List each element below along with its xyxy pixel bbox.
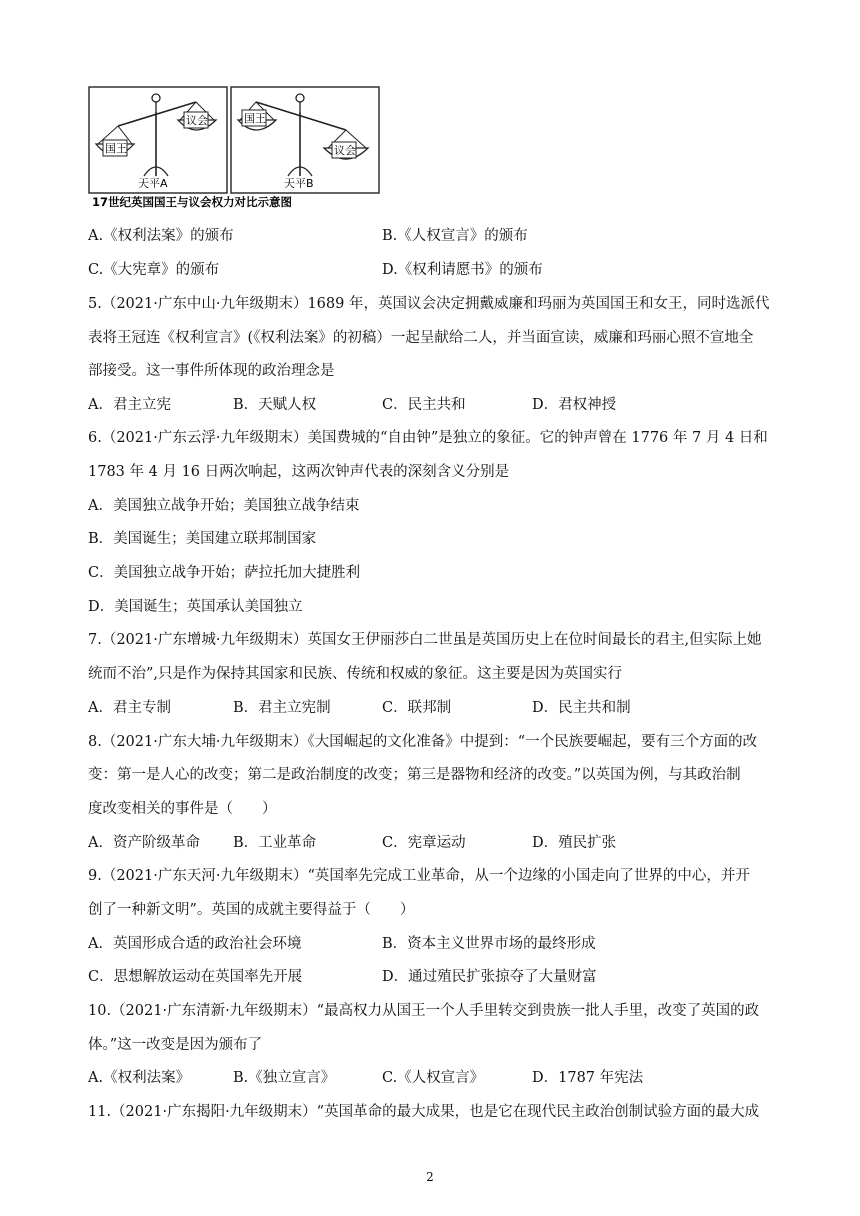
q8-option-c: C．宪章运动 (382, 835, 466, 851)
balance-scales-illustration (88, 86, 380, 210)
q6-text-line2: 1783 年 4 月 16 日两次响起，这两次钟声代表的深刻含义分别是 (88, 464, 510, 480)
q5-option-b: B．天赋人权 (233, 397, 317, 413)
page-number: 2 (426, 1170, 434, 1184)
q5-option-c: C．民主共和 (382, 397, 466, 413)
q6-text-line1: 6.（2021·广东云浮·九年级期末）美国费城的“自由钟”是独立的象征。它的钟声曾在 1776 年 7 月 4 日和 (88, 430, 768, 446)
parliament-label-b: 议会 (334, 144, 356, 157)
q6-option-a: A．美国独立战争开始；美国独立战争结束 (88, 498, 360, 514)
q5-text-line1: 5.（2021·广东中山·九年级期末）1689 年，英国议会决定拥戴威廉和玛丽为英国国王和女王，同时选派代 (88, 296, 770, 312)
q10-option-b: B.《独立宣言》 (233, 1070, 336, 1086)
q4-option-b: B.《人权宣言》的颁布 (382, 228, 528, 244)
q9-text-line2: 创了一种新文明”。英国的成就主要得益于（ ） (88, 902, 415, 918)
q9-text-line1: 9.（2021·广东天河·九年级期末）“英国率先完成工业革命，从一个边缘的小国走向了世界的中心，并开 (88, 868, 750, 884)
q5-option-a: A．君主立宪 (88, 397, 171, 413)
q8-text-line3: 度改变相关的事件是（ ） (88, 801, 277, 817)
q8-option-d: D．殖民扩张 (532, 835, 617, 851)
q9-option-c: C．思想解放运动在英国率先开展 (88, 969, 303, 985)
balance-scales-figure (88, 86, 380, 210)
king-label-b: 国王 (244, 112, 266, 125)
q6-option-d: D．美国诞生；英国承认美国独立 (88, 599, 303, 615)
q10-option-c: C.《人权宣言》 (382, 1070, 485, 1086)
q9-option-b: B．资本主义世界市场的最终形成 (382, 936, 596, 952)
q8-option-b: B．工业革命 (233, 835, 317, 851)
q4-option-a: A.《权利法案》的颁布 (88, 228, 234, 244)
q5-option-d: D．君权神授 (532, 397, 617, 413)
q7-option-b: B．君主立宪制 (233, 700, 331, 716)
q7-text-line1: 7.（2021·广东增城·九年级期末）英国女王伊丽莎白二世虽是英国历史上在位时间最长的君主,但实际上她 (88, 632, 762, 648)
q10-option-d: D．1787 年宪法 (532, 1070, 644, 1086)
q5-text-line2: 表将王冠连《权利宣言》(《权利法案》的初稿）一起呈献给二人，并当面宣读，威廉和玛丽心照不宣地全 (88, 330, 754, 346)
q7-option-c: C．联邦制 (382, 700, 452, 716)
q9-option-a: A．英国形成合适的政治社会环境 (88, 936, 302, 952)
king-label-a: 国王 (105, 142, 127, 155)
q5-text-line3: 部接受。这一事件所体现的政治理念是 (88, 363, 335, 379)
q7-option-a: A．君主专制 (88, 700, 171, 716)
q6-option-b: B．美国诞生；美国建立联邦制国家 (88, 531, 317, 547)
q6-option-c: C．美国独立战争开始；萨拉托加大捷胜利 (88, 565, 361, 581)
scale-b-label: 天平B (284, 177, 314, 190)
q7-option-d: D．民主共和制 (532, 700, 631, 716)
q11-text-line1: 11.（2021·广东揭阳·九年级期末）“英国革命的最大成果，也是它在现代民主政治创制试验方面的最大成 (88, 1104, 760, 1120)
q4-option-c: C.《大宪章》的颁布 (88, 262, 220, 278)
scale-a-label: 天平A (138, 177, 168, 190)
q4-option-d: D.《权利请愿书》的颁布 (382, 262, 543, 278)
q9-option-d: D．通过殖民扩张掠夺了大量财富 (382, 969, 597, 985)
q10-option-a: A.《权利法案》 (88, 1070, 191, 1086)
parliament-label-a: 议会 (186, 114, 208, 127)
q8-text-line2: 变：第一是人心的改变；第二是政治制度的改变；第三是器物和经济的改变。”以英国为例，与其政治制 (88, 767, 741, 783)
q8-option-a: A．资产阶级革命 (88, 835, 200, 851)
figure-caption: 17世纪英国国王与议会权力对比示意图 (92, 195, 293, 209)
q8-text-line1: 8.（2021·广东大埔·九年级期末）《大国崛起的文化准备》中提到：“一个民族要崛起，要有三个方面的改 (88, 734, 758, 750)
q10-text-line2: 体。”这一改变是因为颁布了 (88, 1037, 263, 1053)
q7-text-line2: 统而不治”,只是作为保持其国家和民族、传统和权威的象征。这主要是因为英国实行 (88, 666, 623, 682)
q10-text-line1: 10.（2021·广东清新·九年级期末）“最高权力从国王一个人手里转交到贵族一批人手里，改变了英国的政 (88, 1003, 760, 1019)
